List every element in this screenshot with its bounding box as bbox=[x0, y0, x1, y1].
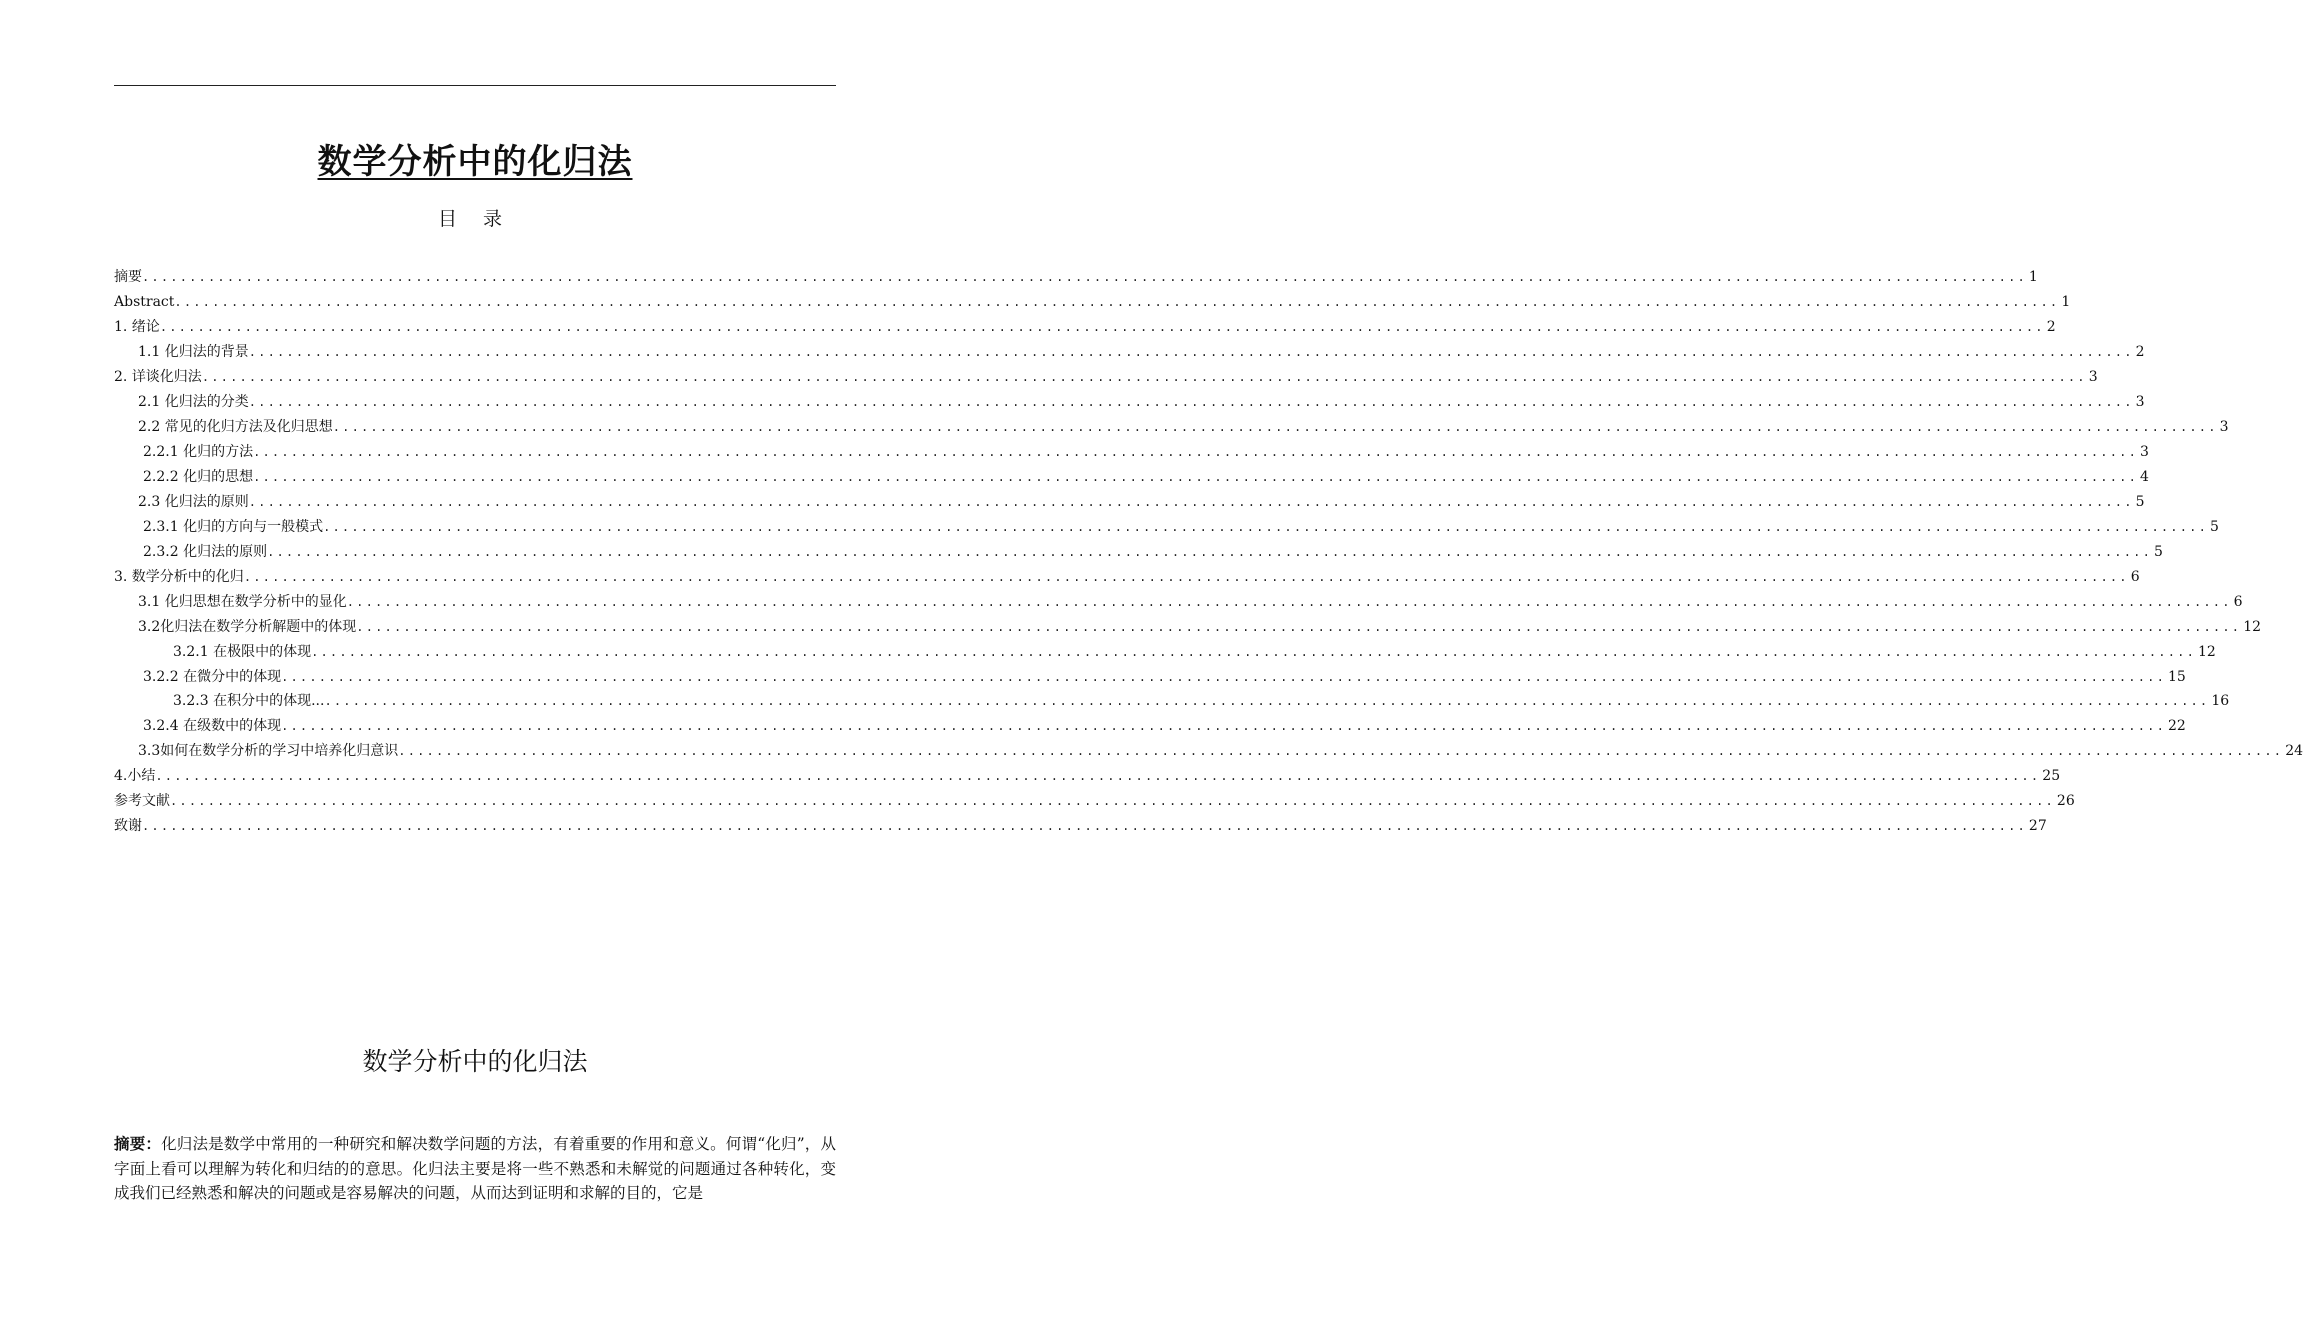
toc-leader-dots: ........................................................................................................................................................................................................ bbox=[159, 320, 2045, 334]
toc-entry bbox=[114, 789, 2075, 813]
toc-entry-label: 1.1 化归法的背景 bbox=[138, 344, 249, 360]
toc-entry-label: 3.3如何在数学分析的学习中培养化归意识 bbox=[138, 743, 399, 759]
toc-leader-dots: ........................................................................................................................................................................................................ bbox=[155, 769, 2041, 783]
toc-leader-dots: ........................................................................................................................................................................................................ bbox=[248, 345, 2134, 359]
toc-leader-dots: ........................................................................................................................................................................................................ bbox=[174, 295, 2060, 309]
toc-entry bbox=[114, 565, 2140, 589]
toc-leader-dots: ........................................................................................................................................................................................................ bbox=[324, 694, 2210, 708]
toc-entry bbox=[114, 290, 2071, 314]
toc-entry-label: 3.2.3 在积分中的体现... bbox=[173, 693, 325, 709]
toc-entry bbox=[173, 689, 2230, 713]
toc-leader-dots: ........................................................................................................................................................................................................ bbox=[332, 420, 2218, 434]
toc-entry bbox=[143, 540, 2163, 564]
toc-entry-page: 24 bbox=[2285, 743, 2303, 759]
toc-entry-page: 26 bbox=[2056, 793, 2075, 809]
abstract-text: 化归法是数学中常用的一种研究和解决数学问题的方法，有着重要的作用和意义。何谓“化归”，从字面上看可以理解为转化和归结的的意思。化归法主要是将一些不熟悉和未解觉的问题通过各种转化，变成我们已经熟悉和解决的问题或是容易解决的问题，从而达到证明和求解的目的，它是 bbox=[114, 1135, 836, 1202]
toc-entry-page: 3 bbox=[2219, 419, 2229, 435]
toc-entry bbox=[138, 340, 2145, 364]
toc-entry bbox=[114, 814, 2047, 838]
toc-entry-page: 2 bbox=[2046, 319, 2056, 335]
toc-entry bbox=[143, 665, 2186, 689]
toc-leader-dots: ........................................................................................................................................................................................................ bbox=[142, 270, 2027, 284]
toc-leader-dots: ........................................................................................................................................................................................................ bbox=[248, 495, 2134, 509]
toc-leader-dots: ........................................................................................................................................................................................................ bbox=[346, 595, 2232, 609]
toc-entry-label: 2.3.1 化归的方向与一般模式 bbox=[143, 519, 324, 535]
toc-leader-dots: ........................................................................................................................................................................................................ bbox=[248, 395, 2134, 409]
toc-leader-dots: ........................................................................................................................................................................................................ bbox=[170, 794, 2055, 808]
toc-entry-page: 25 bbox=[2042, 768, 2061, 784]
toc-entry bbox=[114, 764, 2061, 788]
toc-entry bbox=[143, 465, 2149, 489]
toc-entry-label: 3.2.4 在级数中的体现 bbox=[143, 718, 282, 734]
toc-entry-label: 3.2.1 在极限中的体现 bbox=[173, 644, 312, 660]
toc-entry-label: 2.2 常见的化归方法及化归思想 bbox=[138, 419, 333, 435]
toc-entry-label: 参考文献 bbox=[114, 793, 170, 809]
toc-heading: 目 录 bbox=[437, 208, 513, 230]
toc-leader-dots: ........................................................................................................................................................................................................ bbox=[398, 744, 2284, 758]
toc-leader-dots: ........................................................................................................................................................................................................ bbox=[281, 719, 2166, 733]
toc-entry-page: 5 bbox=[2154, 544, 2163, 560]
document-title bbox=[0, 134, 950, 183]
toc-entry-label: 3.1 化归思想在数学分析中的显化 bbox=[138, 594, 347, 610]
toc-entry bbox=[138, 390, 2145, 414]
toc-entry-page: 15 bbox=[2168, 669, 2186, 685]
toc-entry-page: 1 bbox=[2028, 269, 2038, 285]
toc-entry bbox=[138, 615, 2262, 639]
toc-leader-dots: ........................................................................................................................................................................................................ bbox=[142, 819, 2027, 833]
toc-entry-page: 5 bbox=[2210, 519, 2219, 535]
abstract-paragraph bbox=[114, 1132, 836, 1206]
toc-entry-page: 3 bbox=[2088, 369, 2098, 385]
toc-entry-page: 22 bbox=[2168, 718, 2186, 734]
toc-entry bbox=[143, 515, 2219, 539]
toc-entry-label: 2.2.1 化归的方法 bbox=[143, 444, 254, 460]
document-title-text: 数学分析中的化归法 bbox=[317, 142, 633, 182]
toc-entry-label: 1. 绪论 bbox=[114, 319, 160, 335]
toc-entry-label: 致谢 bbox=[114, 818, 142, 834]
toc-entry-page: 6 bbox=[2233, 594, 2243, 610]
toc-leader-dots: ........................................................................................................................................................................................................ bbox=[323, 520, 2208, 534]
toc-leader-dots: ........................................................................................................................................................................................................ bbox=[267, 545, 2152, 559]
toc-entry-page: 16 bbox=[2211, 693, 2230, 709]
body-title: 数学分析中的化归法 bbox=[362, 1047, 588, 1076]
toc-leader-dots: ........................................................................................................................................................................................................ bbox=[281, 670, 2166, 684]
toc-entry-label: 2.3 化归法的原则 bbox=[138, 494, 249, 510]
toc-entry-page: 3 bbox=[2140, 444, 2149, 460]
toc-entry-label: 摘要 bbox=[114, 269, 142, 285]
toc-entry-label: Abstract bbox=[114, 294, 175, 310]
toc-entry-page: 27 bbox=[2028, 818, 2047, 834]
header-rule bbox=[114, 85, 836, 86]
toc-entry bbox=[138, 490, 2145, 514]
toc-leader-dots: ........................................................................................................................................................................................................ bbox=[311, 645, 2196, 659]
toc-leader-dots: ........................................................................................................................................................................................................ bbox=[356, 620, 2242, 634]
toc-entry-label: 3.2.2 在微分中的体现 bbox=[143, 669, 282, 685]
toc-entry bbox=[114, 365, 2098, 389]
toc-entry-page: 1 bbox=[2061, 294, 2071, 310]
toc-entry-label: 3. 数学分析中的化归 bbox=[114, 569, 244, 585]
toc-entry-label: 2.3.2 化归法的原则 bbox=[143, 544, 268, 560]
toc-entry-page: 2 bbox=[2135, 344, 2145, 360]
toc-entry bbox=[114, 315, 2056, 339]
toc-entry-page: 12 bbox=[2243, 619, 2262, 635]
toc-entry-page: 4 bbox=[2140, 469, 2149, 485]
toc-entry bbox=[173, 640, 2216, 664]
toc-entry bbox=[138, 739, 2303, 763]
toc-entry bbox=[138, 590, 2243, 614]
toc-entry-label: 4.小结 bbox=[114, 768, 156, 784]
toc-entry bbox=[138, 415, 2229, 439]
toc-entry bbox=[143, 440, 2149, 464]
toc-entry bbox=[143, 714, 2186, 738]
toc-entry-page: 5 bbox=[2135, 494, 2145, 510]
toc-leader-dots: ........................................................................................................................................................................................................ bbox=[243, 570, 2129, 584]
toc-entry-page: 6 bbox=[2130, 569, 2140, 585]
abstract-label: 摘要： bbox=[114, 1135, 162, 1153]
toc-leader-dots: ........................................................................................................................................................................................................ bbox=[253, 470, 2138, 484]
toc-entry-page: 3 bbox=[2135, 394, 2145, 410]
toc-entry-page: 12 bbox=[2198, 644, 2216, 660]
toc-entry bbox=[114, 265, 2038, 289]
toc-leader-dots: ........................................................................................................................................................................................................ bbox=[201, 370, 2087, 384]
toc-entry-label: 2.2.2 化归的思想 bbox=[143, 469, 254, 485]
toc-entry-label: 2.1 化归法的分类 bbox=[138, 394, 249, 410]
toc-entry-label: 2. 详谈化归法 bbox=[114, 369, 202, 385]
toc-entry-label: 3.2化归法在数学分析解题中的体现 bbox=[138, 619, 357, 635]
toc-leader-dots: ........................................................................................................................................................................................................ bbox=[253, 445, 2138, 459]
